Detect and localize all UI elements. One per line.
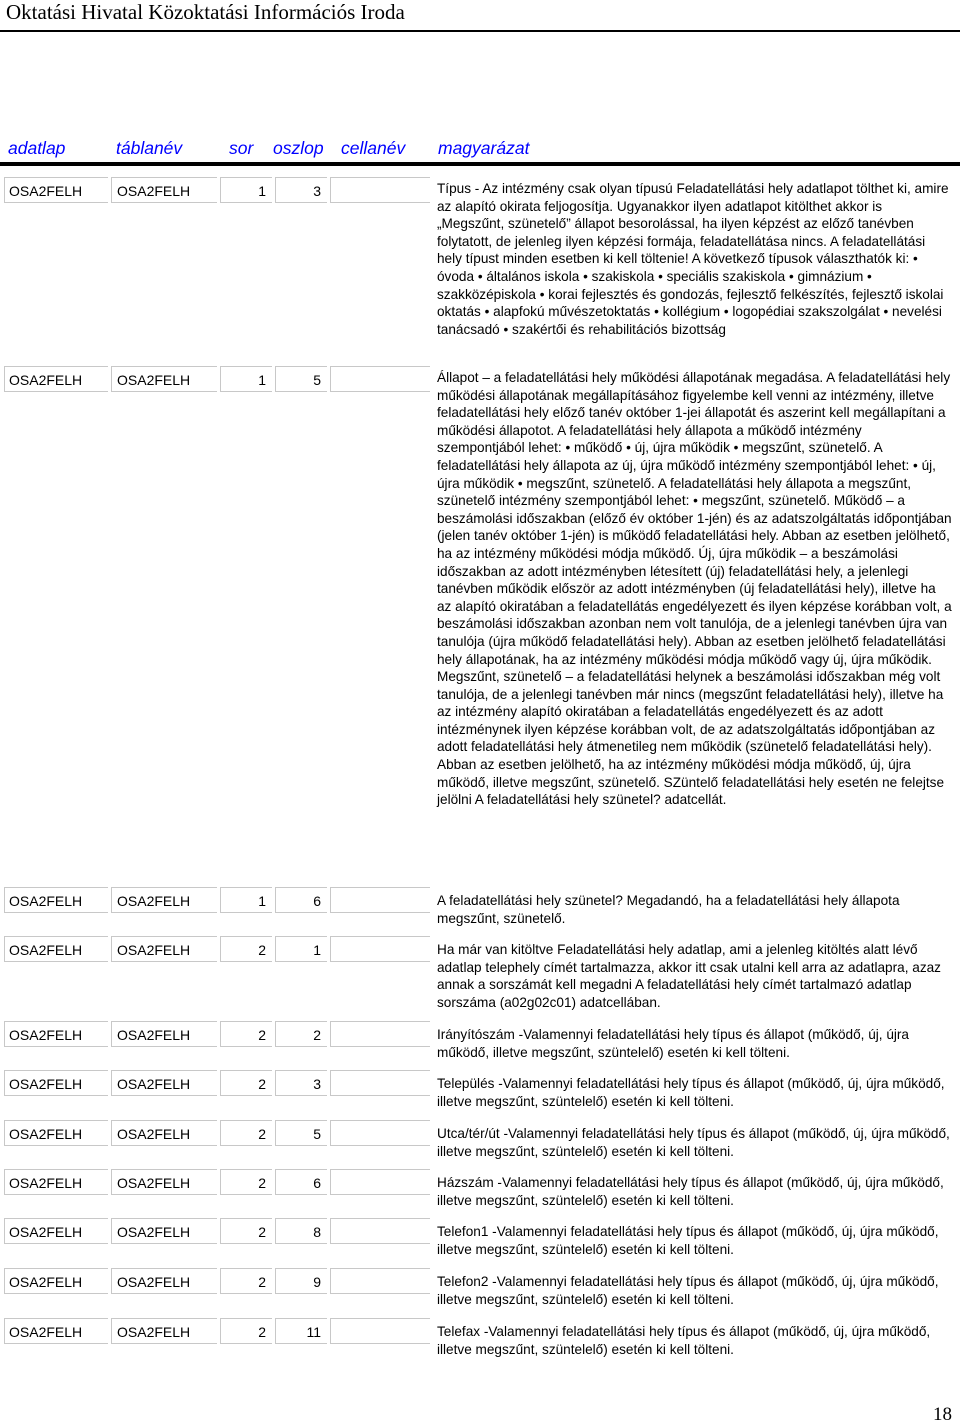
tablanev-cell: OSA2FELH (111, 1120, 217, 1146)
oszlop-cell: 3 (275, 1070, 327, 1096)
description-text: Utca/tér/út -Valamennyi feladatellátási hely típus és állapot (működő, új, újra működő, illetve megszűnt, szüntelelő) esetén ki kell tölteni. (437, 1126, 950, 1159)
cellanev-cell (330, 1070, 430, 1096)
tablanev-cell: OSA2FELH (111, 1318, 217, 1344)
sor-cell: 2 (220, 1218, 272, 1244)
sor-cell: 2 (220, 936, 272, 962)
cellanev-cell (330, 1268, 430, 1294)
oszlop-cell: 8 (275, 1218, 327, 1244)
cellanev-cell (330, 1218, 430, 1244)
description-text: Telefax -Valamennyi feladatellátási hely típus és állapot (működő, új, újra működő, illetve megszűnt, szüntelelő) esetén ki kell tölteni. (437, 1324, 931, 1357)
description-text: Telefon2 -Valamennyi feladatellátási hely típus és állapot (működő, új, újra működő, illetve megszűnt, szüntelelő) esetén ki kell tölteni. (437, 1274, 939, 1307)
description-text: Házszám -Valamennyi feladatellátási hely típus és állapot (működő, új, újra működő, illetve megszűnt, szüntelelő) esetén ki kell tölteni. (437, 1175, 944, 1208)
column-header-oszlop: oszlop (273, 138, 324, 158)
sor-cell: 2 (220, 1120, 272, 1146)
adatlap-cell: OSA2FELH (4, 1318, 108, 1344)
oszlop-cell: 5 (275, 1120, 327, 1146)
tablanev-cell: OSA2FELH (111, 177, 217, 203)
column-header-divider (0, 162, 960, 166)
tablanev-cell: OSA2FELH (111, 1021, 217, 1047)
cellanev-cell (330, 366, 430, 392)
description-text: Telefon1 -Valamennyi feladatellátási hely típus és állapot (működő, új, újra működő, illetve megszűnt, szüntelelő) esetén ki kell tölteni. (437, 1224, 939, 1257)
adatlap-cell: OSA2FELH (4, 366, 108, 392)
sor-cell: 2 (220, 1318, 272, 1344)
column-header-sor: sor (229, 138, 254, 158)
adatlap-cell: OSA2FELH (4, 936, 108, 962)
page-number: 18 (933, 1404, 952, 1425)
column-header-adatlap: adatlap (8, 138, 66, 158)
tablanev-cell: OSA2FELH (111, 936, 217, 962)
oszlop-cell: 9 (275, 1268, 327, 1294)
adatlap-cell: OSA2FELH (4, 1268, 108, 1294)
column-header-cellanev: cellanév (341, 138, 406, 158)
sor-cell: 1 (220, 177, 272, 203)
description-text: Település -Valamennyi feladatellátási hely típus és állapot (működő, új, újra működő, illetve megszűnt, szüntelelő) esetén ki kell tölteni. (437, 1076, 945, 1109)
cellanev-cell (330, 1120, 430, 1146)
column-header-magyarazat: magyarázat (438, 138, 530, 158)
sor-cell: 2 (220, 1070, 272, 1096)
cellanev-cell (330, 1169, 430, 1195)
tablanev-cell: OSA2FELH (111, 1268, 217, 1294)
adatlap-cell: OSA2FELH (4, 177, 108, 203)
description-text: Ha már van kitöltve Feladatellátási hely adatlap, ami a jelenleg kitöltés alatt lévő adatlap telephely címét tartalmazza, akkor itt csak utalni kell arra az adatlapra, azaz annak a sorszámát kell megadni A feladatellátási hely címét tartalmazó adatlap sorszáma (a02g02c01) adatcellában. (437, 942, 941, 1010)
cellanev-cell (330, 1318, 430, 1344)
adatlap-cell: OSA2FELH (4, 1070, 108, 1096)
tablanev-cell: OSA2FELH (111, 887, 217, 913)
oszlop-cell: 5 (275, 366, 327, 392)
adatlap-cell: OSA2FELH (4, 887, 108, 913)
tablanev-cell: OSA2FELH (111, 1218, 217, 1244)
sor-cell: 2 (220, 1268, 272, 1294)
tablanev-cell: OSA2FELH (111, 366, 217, 392)
description-text: A feladatellátási hely szünetel? Megadandó, ha a feladatellátási hely állapota megszűnt, szünetelő. (437, 893, 900, 926)
adatlap-cell: OSA2FELH (4, 1021, 108, 1047)
cellanev-cell (330, 1021, 430, 1047)
sor-cell: 1 (220, 366, 272, 392)
description-text: Állapot – a feladatellátási hely működési állapotának megadása. A feladatellátási hely működési állapotának megállapításához figyelembe kell venni az intézmény, illetve feladatellátási hely előző tanév október 1-jei állapotát és aszerint kell megállapítani a működési állapotot. A feladatellátási hely állapota a működő intézmény szempontjából lehet: • működő • új, újra működik • megszűnt, szünetelő. A feladatellátási hely állapota az új, újra működő intézmény szempontjából lehet: • új, újra működik • megszűnt, szünetelő. A feladatellátási hely állapota a megszűnt, szünetelő intézmény szempontjából lehet: • megszűnt, szünetelő. Működő – a beszámolási időszakban (előző év október 1-jén) és az adatszolgáltatás időpontjában (jelen tanév október 1-jén) is működő feladatellátási hely. Abban az esetben jelölhető, ha az intézmény működési módja működő. Új, újra működik – a beszámolási időszakban az adott intézményben létesített (új) feladatellátási hely, a jelenlegi tanévben működik először az adott intézményben (új feladatellátási hely), illetve ha az alapító okiratában a feladatellátás engedélyezett és ilyen képzése korábban volt, a beszámolási időszakban azonban nem volt tanulója, de a jelenlegi tanévben újra van tanulója (újra működő feladatellátási hely). Abban az esetben jelölhető feladatellátási hely állapotának, ha az intézmény működési módja működő vagy új, újra működik. Megszűnt, szünetelő – a feladatellátási helynek a beszámolási időszakban még volt tanulója, de a jelenlegi tanévben már nincs (megszűnt feladatellátási hely), illetve ha az intézmény alapító okiratában a feladatellátás engedélyezett és az adott intézménynek ilyen képzése korábban volt, de az adatszolgáltatás időpontjában az adott feladatellátási hely átmenetileg nem működik (szünetelő feladatellátási hely). Abban az esetben jelölhető, ha az intézmény működési módja működő, új, újra működő, illetve megszűnt, szünetelő. SZüntelő feladatellátási hely esetén ne felejtse jelölni A feladatellátási hely szünetel? adatcellát. (437, 370, 952, 808)
adatlap-cell: OSA2FELH (4, 1120, 108, 1146)
adatlap-cell: OSA2FELH (4, 1169, 108, 1195)
oszlop-cell: 2 (275, 1021, 327, 1047)
oszlop-cell: 3 (275, 177, 327, 203)
oszlop-cell: 1 (275, 936, 327, 962)
cellanev-cell (330, 936, 430, 962)
cellanev-cell (330, 887, 430, 913)
tablanev-cell: OSA2FELH (111, 1169, 217, 1195)
description-text: Típus - Az intézmény csak olyan típusú Feladatellátási hely adatlapot tölthet ki, amire az alapító okirata feljogosítja. Ugyanakkor ilyen adatlapot kitölthet akkor is „Megszűnt, szünetelő” állapot besorolással, ha ilyen képzést az előző tanévben folytatott, de jelenleg ilyen képzési formája, feladatellátása nincs. A feladatellátási hely típust minden esetben ki kell töltenie! A következő típusok választhatók ki: • óvoda • általános iskola • szakiskola • speciális szakiskola • gimnázium • szakközépiskola • korai fejlesztés és gondozás, fejlesztő felkészítés, fejlesztő iskolai oktatás • alapfokú művészetoktatás • kollégium • logopédiai szakszolgálat • nevelési tanácsadó • szakértői és rehabilitációs bizottság (437, 181, 949, 337)
oszlop-cell: 11 (275, 1318, 327, 1344)
page-header-title: Oktatási Hivatal Közoktatási Információs Iroda (6, 0, 405, 24)
oszlop-cell: 6 (275, 1169, 327, 1195)
adatlap-cell: OSA2FELH (4, 1218, 108, 1244)
column-header-tablanev: táblanév (116, 138, 183, 158)
oszlop-cell: 6 (275, 887, 327, 913)
tablanev-cell: OSA2FELH (111, 1070, 217, 1096)
sor-cell: 1 (220, 887, 272, 913)
description-text: Irányítószám -Valamennyi feladatellátási hely típus és állapot (működő, új, újra működő, illetve megszűnt, szüntelelő) esetén ki kell tölteni. (437, 1027, 909, 1060)
sor-cell: 2 (220, 1169, 272, 1195)
header-divider (0, 30, 960, 32)
cellanev-cell (330, 177, 430, 203)
sor-cell: 2 (220, 1021, 272, 1047)
